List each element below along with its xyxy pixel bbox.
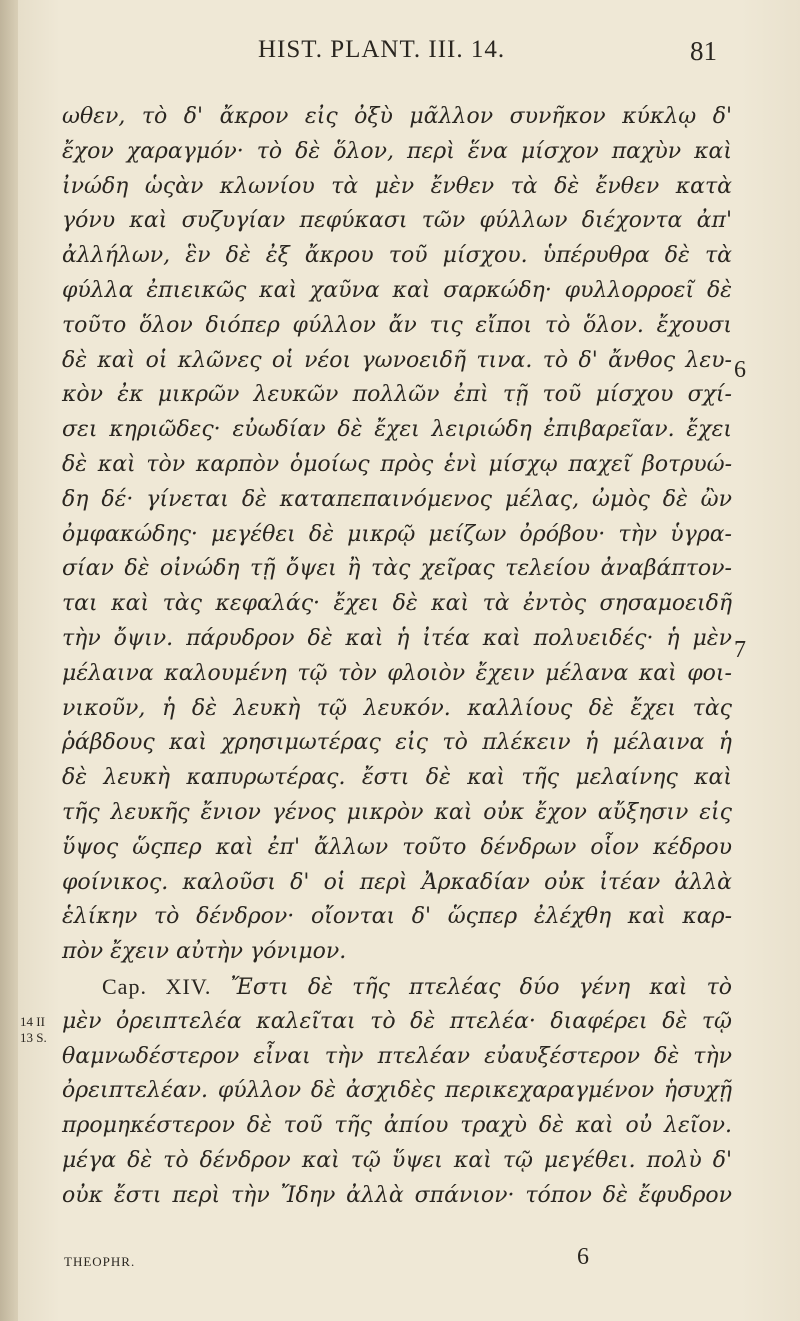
text-line: ἔχον χαραγμόν· τὸ δὲ ὅλον, περὶ ἕνα μίσχον παχὺν καὶ [62,138,732,164]
text-line: δὲ λευκὴ καπυρωτέρας. ἔστι δὲ καὶ τῆς μελαίνης καὶ [62,765,732,791]
chapter-label: Cap. XIV. [102,973,212,999]
text-line: γόνυ καὶ συζυγίαν πεφύκασι τῶν φύλλων διέχοντα ἀπ' [62,208,732,234]
chapter-text: Ἔστι δὲ τῆς πτελέας δύο γένη καὶ τὸ [230,974,732,1000]
text-line: νικοῦν, ἡ δὲ λευκὴ τῷ λευκόν. καλλίους δὲ ἔχει τὰς [62,695,732,721]
text-line: μέγα δὲ τὸ δένδρον καὶ τῷ ὕψει καὶ τῷ μεγέθει. πολὺ δ' [62,1147,732,1173]
running-title: HIST. PLANT. III. 14. [258,36,506,63]
text-line: ἑλίκην τὸ δένδρον· οἴονται δ' ὥςπερ ἐλέχθη καὶ καρ- [62,904,732,930]
text-line: ται καὶ τὰς κεφαλάς· ἔχει δὲ καὶ τὰ ἐντὸς σησαμοειδῆ [62,591,732,617]
text-line: ωθεν, τὸ δ' ἄκρον εἰς ὀξὺ μᾶλλον συνῆκον κύκλῳ δ' [62,104,732,129]
text-line: φύλλα ἐπιεικῶς καὶ χαῦνα καὶ σαρκώδη· φυλλορροεῖ δὲ [62,277,732,303]
margin-section-number: 6 [734,357,746,383]
page-number: 81 [690,36,717,66]
text-line: τοῦτο ὅλον διόπερ φύλλον ἄν τις εἴποι τὸ ὅλον. ἔχουσι [62,312,732,338]
text-line-last: πὸν ἔχειν αὐτὴν γόνιμον. [62,939,347,965]
text-line: σίαν δὲ οἰνώδη τῇ ὄψει ἢ τὰς χεῖρας τελείου ἀναβάπτον- [62,556,732,582]
chapter-start-line [62,970,732,1005]
text-line: ὀμφακώδης· μεγέθει δὲ μικρῷ μείζων ὀρόβου· τὴν ὑγρα- [62,521,732,547]
text-line: κὸν ἐκ μικρῶν λευκῶν πολλῶν ἐπὶ τῇ τοῦ μίσχου σχί- [62,382,732,408]
greek-text-body [62,100,732,1214]
text-line: φοίνικος. καλοῦσι δ' οἱ περὶ Ἀρκαδίαν οὐκ ἰτέαν ἀλλὰ [62,869,732,895]
text-line: σει κηριῶδες· εὐωδίαν δὲ ἔχει λειριώδη ἐπιβαρεῖαν. ἔχει [62,417,732,443]
text-line: ὕψος ὥςπερ καὶ ἐπ' ἄλλων τοῦτο δένδρων οἷον κέδρου [62,834,732,860]
printer-signature: THEOPHR. [64,1254,136,1269]
text-line: τῆς λευκῆς ἔνιον γένος μικρὸν καὶ οὐκ ἔχον αὔξησιν εἰς [62,799,732,825]
text-line: ὀρειπτελέαν. φύλλον δὲ ἀσχιδὲς περικεχαραγμένον ἡσυχῇ [62,1078,732,1104]
text-line: δὲ καὶ τὸν καρπὸν ὁμοίως πρὸς ἑνὶ μίσχῳ παχεῖ βοτρυώ- [62,451,732,477]
text-line: προμηκέστερον δὲ τοῦ τῆς ἀπίου τραχὺ δὲ καὶ οὐ λεῖον. [62,1113,732,1139]
margin-reference: 14 II [20,1014,45,1029]
margin-section-number: 7 [734,637,746,663]
text-line: μὲν ὀρειπτελέα καλεῖται τὸ δὲ πτελέα· διαφέρει δὲ τῷ [62,1008,732,1034]
text-line: ἰνώδη ὡςὰν κλωνίου τὰ μὲν ἔνθεν τὰ δὲ ἔνθεν κατὰ [62,173,732,199]
text-line: μέλαινα καλουμένη τῷ τὸν φλοιὸν ἔχειν μέλανα καὶ φοι- [62,660,732,686]
text-line: θαμνωδέστερον εἶναι τὴν πτελέαν εὐαυξέστερον δὲ τὴν [62,1043,732,1069]
sheet-number: 6 [577,1244,589,1270]
margin-reference: 13 S. [20,1030,47,1045]
page-header [0,36,800,76]
text-line: οὐκ ἔστι περὶ τὴν Ἴδην ἀλλὰ σπάνιον· τόπον δὲ ἔφυδρον [62,1182,732,1208]
text-line: ἀλλήλων, ἓν δὲ ἐξ ἄκρου τοῦ μίσχου. ὑπέρυθρα δὲ τὰ [62,243,732,269]
text-line: δὲ καὶ οἱ κλῶνες οἱ νέοι γωνοειδῆ τινα. τὸ δ' ἄνθος λευ- [62,347,732,373]
text-line: δη δέ· γίνεται δὲ καταπεπαινόμενος μέλας, ὠμὸς δὲ ὢν [62,486,732,512]
page-binding-edge [0,0,18,1321]
text-line: τὴν ὄψιν. πάρυδρον δὲ καὶ ἡ ἰτέα καὶ πολυειδές· ἡ μὲν [62,625,732,651]
text-line: ῥάβδους καὶ χρησιμωτέρας εἰς τὸ πλέκειν ἡ μέλαινα ἡ [62,730,732,756]
